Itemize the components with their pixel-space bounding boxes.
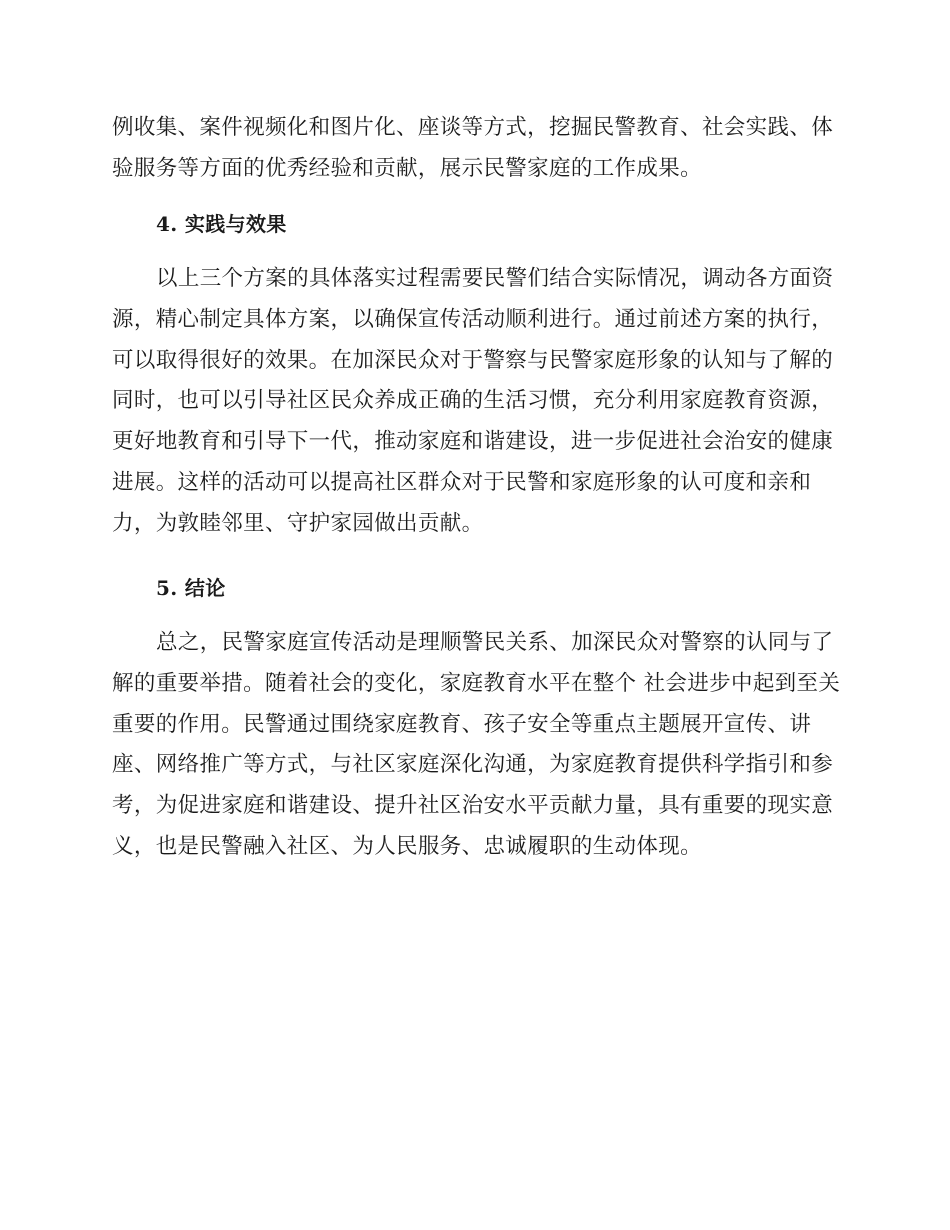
paragraph-line: 同时，也可以引导社区民众养成正确的生活习惯，充分利用家庭教育资源， bbox=[112, 388, 834, 413]
paragraph-line: 更好地教育和引导下一代，推动家庭和谐建设，进一步促进社会治安的健康 bbox=[112, 429, 834, 454]
paragraph-line: 进展。这样的活动可以提高社区群众对于民警和家庭形象的认可度和亲和 bbox=[112, 470, 812, 495]
paragraph-line: 考，为促进家庭和谐建设、提升社区治安水平贡献力量，具有重要的现实意 bbox=[112, 793, 834, 818]
paragraph-line: 例收集、案件视频化和图片化、座谈等方式，挖掘民警教育、社会实践、体 bbox=[112, 115, 834, 140]
paragraph-line: 重要的作用。民警通过围绕家庭教育、孩子安全等重点主题展开宣传、讲 bbox=[112, 712, 812, 737]
section-4-heading: 4. 实践与效果 bbox=[156, 212, 287, 236]
paragraph-line: 解的重要举措。随着社会的变化，家庭教育水平在整个 社会进步中起到至关 bbox=[112, 671, 841, 696]
paragraph-line: 源，精心制定具体方案，以确保宣传活动顺利进行。通过前述方案的执行， bbox=[112, 307, 834, 332]
paragraph-line: 座、网络推广等方式，与社区家庭深化沟通，为家庭教育提供科学指引和参 bbox=[112, 752, 834, 777]
paragraph-line: 可以取得很好的效果。在加深民众对于警察与民警家庭形象的认知与了解的 bbox=[112, 348, 834, 373]
paragraph-line: 总之，民警家庭宣传活动是理顺警民关系、加深民众对警察的认同与了 bbox=[156, 630, 834, 655]
paragraph-line: 验服务等方面的优秀经验和贡献，展示民警家庭的工作成果。 bbox=[112, 156, 702, 181]
paragraph-line: 力，为敦睦邻里、守护家园做出贡献。 bbox=[112, 511, 484, 536]
section-5-heading: 5. 结论 bbox=[156, 576, 226, 600]
paragraph-line: 以上三个方案的具体落实过程需要民警们结合实际情况，调动各方面资 bbox=[156, 266, 834, 291]
paragraph-line: 义，也是民警融入社区、为人民服务、忠诚履职的生动体现。 bbox=[112, 834, 702, 859]
